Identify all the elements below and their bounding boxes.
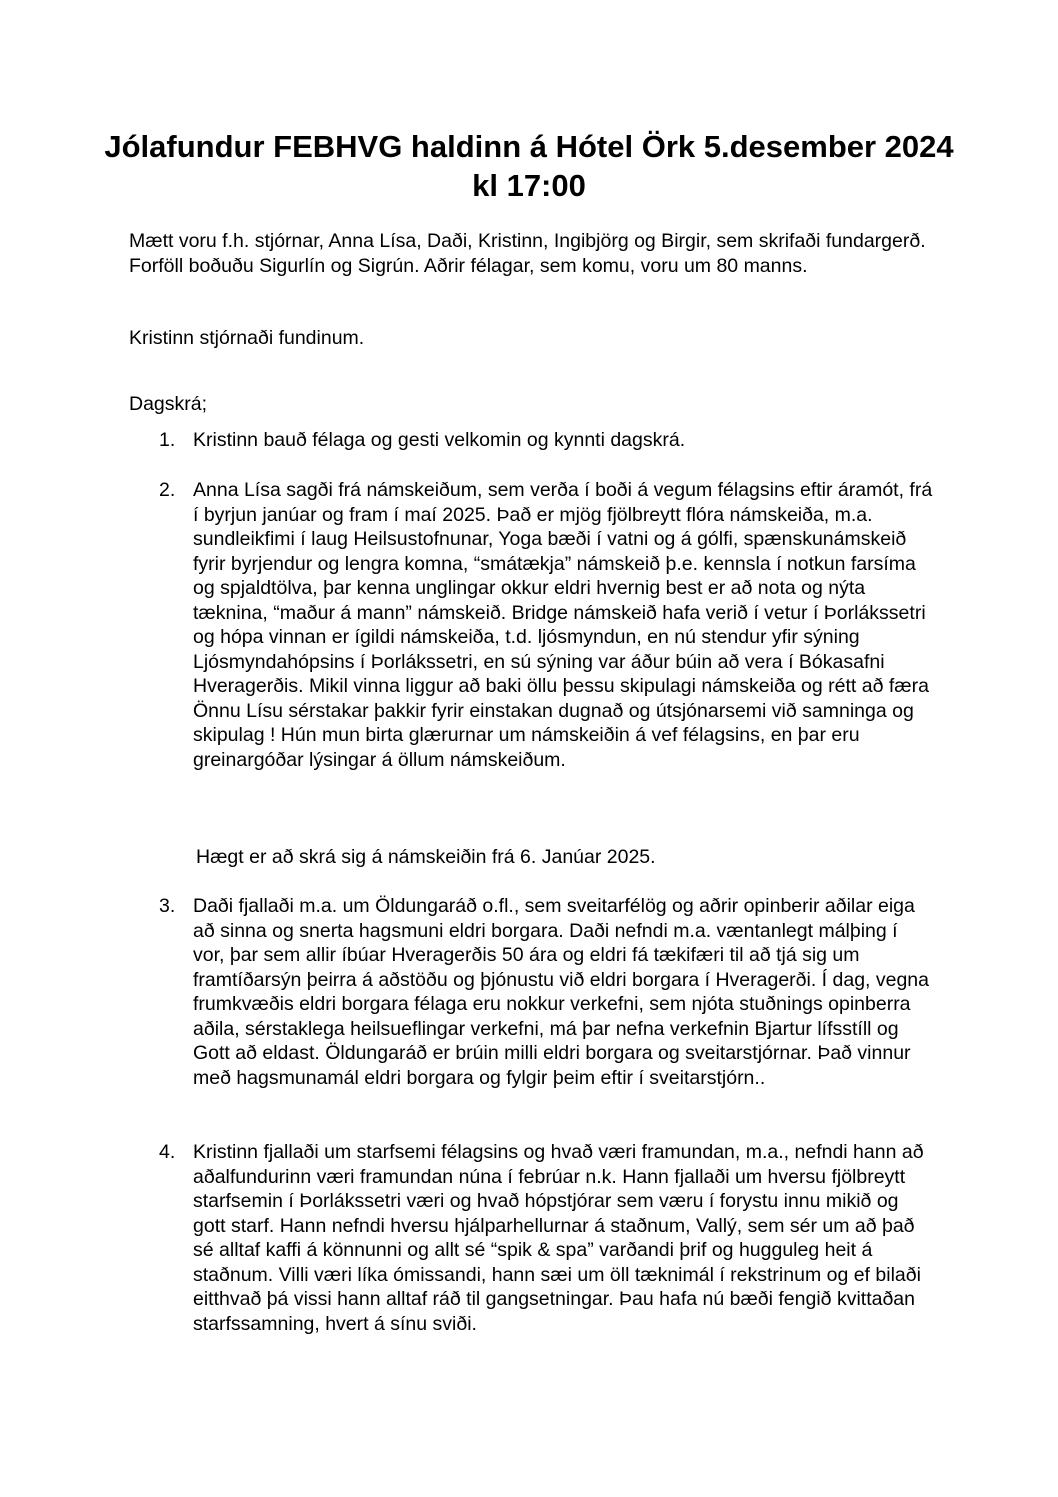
document-title: Jólafundur FEBHVG haldinn á Hótel Örk 5.desember 2024 kl 17:00 bbox=[104, 129, 954, 203]
agenda-item-number: 2. bbox=[159, 479, 176, 501]
agenda-item-text: Kristinn bauð félaga og gesti velkomin og kynnti dagskrá. bbox=[193, 429, 686, 451]
agenda-heading: Dagskrá; bbox=[129, 393, 208, 415]
agenda-item-text: Kristinn fjallaði um starfsemi félagsins og hvað væri framundan, m.a., nefndi hann að aðalfundurinn væri framundan núna í febrúar n.k. Hann fjallaði um hversu fjölbreytt starfsemin í Þorlákssetri væri og hvað hópstjórar sem væru í forystu innu mikið og gott starf. Hann nefndi hversu hjálparhellurnar á staðnum, Vallý, sem sér um að það sé alltaf kaffi á könnunni og allt sé “spik & spa” varðandi þrif og hugguleg heit á staðnum. Villi væri líka ómissandi, hann sæi um öll tæknimál í rekstrinum og ef bilaði eitthvað þá vissi hann alltaf ráð til gangsetningar. Þau hafa nú bæði fengið kvittaðan starfssamning, hvert á sínu sviði. bbox=[193, 1141, 924, 1335]
agenda-item-number: 4. bbox=[159, 1141, 176, 1163]
chair-paragraph: Kristinn stjórnaði fundinum. bbox=[129, 327, 365, 349]
attendance-paragraph: Mætt voru f.h. stjórnar, Anna Lísa, Daði, Kristinn, Ingibjörg og Birgir, sem skrifaði fundargerð. Forföll boðuðu Sigurlín og Sigrún. Aðrir félagar, sem komu, voru um 80 manns. bbox=[129, 230, 926, 277]
agenda-item-number: 1. bbox=[159, 429, 176, 451]
agenda-item-number: 3. bbox=[159, 895, 176, 917]
agenda-item-text: Anna Lísa sagði frá námskeiðum, sem verða í boði á vegum félagsins eftir áramót, frá í byrjun janúar og fram í maí 2025. Það er mjög fjölbreytt flóra námskeiða, m.a. sundleikfimi í laug Heilsustofnunar, Yoga bæði í vatni og á gólfi, spænskunámskeið fyrir byrjendur og lengra komna, “smátækja” námskeið þ.e. kennsla í notkun farsíma og spjaldtölva, þar kenna unglingar okkur eldri hvernig best er að nota og nýta tæknina, “maður á mann” námskeið. Bridge námskeið hafa verið í vetur í Þorlákssetri og hópa vinnan er ígildi námskeiða, t.d. ljósmyndun, en nú stendur yfir sýning Ljósmyndahópsins í Þorlákssetri, en sú sýning var áður búin að vera í Bókasafni Hveragerðis. Mikil vinna liggur að baki öllu þessu skipulagi námskeiða og rétt að færa Önnu Lísu sérstakar þakkir fyrir einstakan dugnað og útsjónarsemi við samninga og skipulag ! Hún mun birta glærurnar um námskeiðin á vef félagsins, en þar eru greinargóðar lýsingar á öllum námskeiðum. bbox=[193, 479, 933, 771]
agenda-item-2-note: Hægt er að skrá sig á námskeiðin frá 6. Janúar 2025. bbox=[196, 846, 656, 868]
agenda-item-text: Daði fjallaði m.a. um Öldungaráð o.fl., sem sveitarfélög og aðrir opinberir aðilar eiga að sinna og snerta hagsmuni eldri borgara. Daði nefndi m.a. væntanlegt málþing í vor, þar sem allir íbúar Hveragerðis 50 ára og eldri fá tækifæri til að tjá sig um framtíðarsýn þeirra á aðstöðu og þjónustu við eldri borgara í Hveragerði. Í dag, vegna frumkvæðis eldri borgara félaga eru nokkur verkefni, sem njóta stuðnings opinberra aðila, sérstaklega heilsueflingar verkefni, má þar nefna verkefnin Bjartur lífsstíll og Gott að eldast. Öldungaráð er brúin milli eldri borgara og sveitarstjórnar. Það vinnur með hagsmunamál eldri borgara og fylgir þeim eftir í sveitarstjórn.. bbox=[193, 895, 930, 1089]
